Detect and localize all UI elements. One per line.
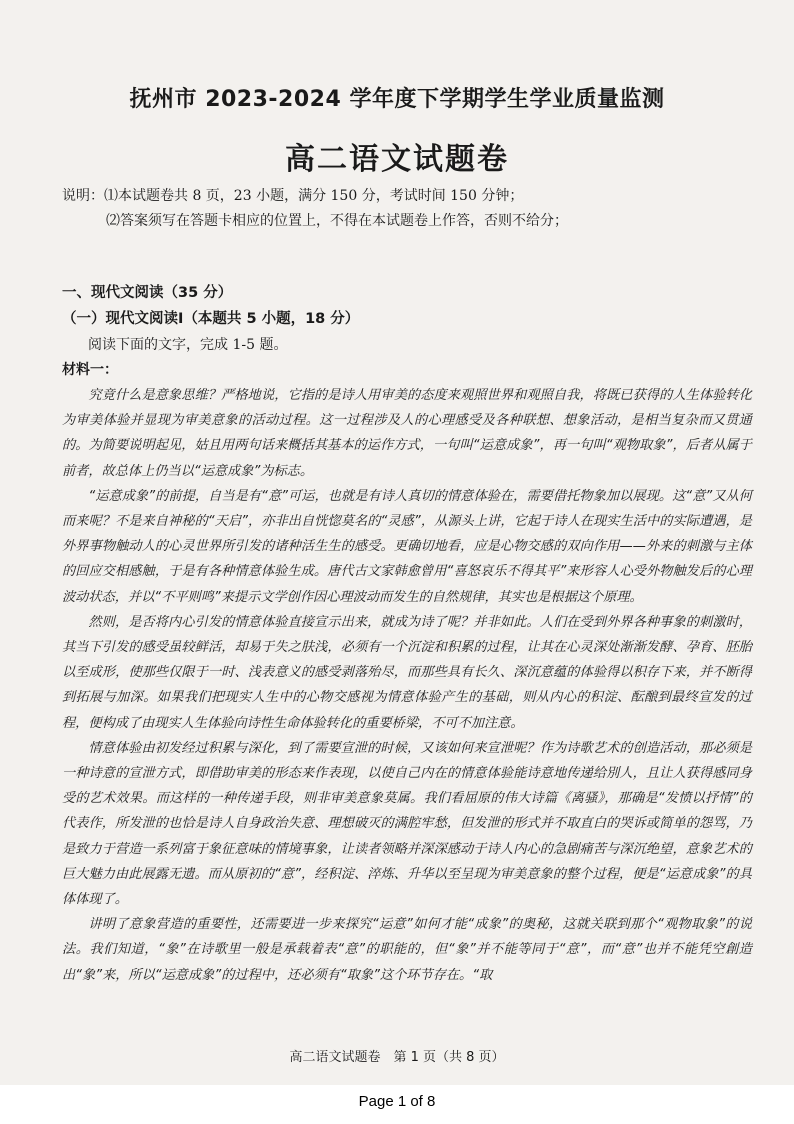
exam-notes — [62, 184, 742, 234]
material-label: 材料一： — [62, 362, 118, 378]
note-line-1: 说明：⑴本试题卷共 8 页，23 小题，满分 150 分，考试时间 150 分钟； — [62, 188, 524, 204]
paper-title: 高二语文试题卷 — [285, 142, 509, 177]
page-indicator: Page 1 of 8 — [358, 1093, 436, 1110]
paragraph-2: “运意成象”的前提，自当是有“意”可运，也就是有诗人真切的情意体验在，需要借托物象加以展现。这“意”又从何而来呢？不是来自神秘的“天启”，亦非出自恍惚莫名的“灵感”，从源头上讲，它起于诗人在现实生活中的实际遭遇，是外界事物触动人的心灵世界所引发的诸种活生生的感受。更确切地看，应是心物交感的双向作用——外来的刺激与主体的回应交相感触，于是有各种情意体验生成。唐代古文家韩愈曾用“喜怒哀乐不得其平”来形容人心受外物触发后的心理波动状态，并以“不平则鸣”来提示文学创作因心理波动而发生的自然规律，其实也是根据这个原理。 — [62, 488, 752, 605]
subsection-heading: （一）现代文阅读Ⅰ（本题共 5 小题，18 分） — [62, 311, 360, 327]
paragraph-4: 情意体验由初发经过积累与深化，到了需要宣泄的时候，又该如何来宣泄呢？作为诗歌艺术的创造活动，那必须是一种诗意的宣泄方式，即借助审美的形态来作表现，以使自己内在的情意体验能诗意地传递给別人，且让人获得感同身受的艺术效果。而这样的一种传递手段，则非审美意象莫属。我们看屈原的伟大诗篇《离骚》，那确是“发愤以抒情”的代表作，所发泄的也恰是诗人自身政治失意、理想破灭的满腔牢愁，但发泄的形式并不取直白的哭诉或简单的怨骂，乃是致力于营造一系列富于象征意味的情境事象，让读者领略并深深感动于诗人内心的急剧痛苦与深沉绝望，意象艺术的巨大魅力由此展露无遗。而从原初的“意”，经积淀、淬炼、升华以至呈现为审美意象的整个过程，便是“运意成象”的具体体现了。 — [62, 740, 752, 908]
paragraph-5: 讲明了意象营造的重要性，还需要进一步来探究“运意”如何才能“成象”的奥秘，这就关联到那个“观物取象”的说法。我们知道，“象”在诗歌里一般是承载着表“意”的职能的，但“象”并不能等同于“意”，而“意”也并不能凭空創造出“象”来，所以“运意成象”的过程中，还必须有“取象”这个环节存在。“取 — [62, 917, 752, 983]
exam-title: 抚州市 2023-2024 学年度下学期学生学业质量监测 — [129, 87, 665, 112]
paragraph-3: 然则，是否将内心引发的情意体验直接宣示出来，就成为诗了呢？并非如此。人们在受到外界各种事象的刺激时，其当下引发的感受虽较鲜活，却易于失之肤浅，必须有一个沉淀和积累的过程，让其在心灵深处渐渐发酵、孕育、胚胎以至成形，使那些仅限于一时、浅表意义的感受剥落殆尽，而那些具有长久、深沉意蕴的体验得以积存下来，并不断得到拓展与加深。如果我们把现实人生中的心物交感视为情意体验产生的基础，则从内心的积淀、酝酿到最终宣发的过程，便构成了由现实人生体验向诗性生命体验转化的重要桥梁，不可不加注意。 — [62, 614, 752, 731]
section-heading: 一、现代文阅读（35 分） — [62, 285, 233, 301]
reading-instruction: 阅读下面的文字，完成 1-5 题。 — [88, 337, 288, 353]
page-footer: 高二语文试题卷 第 1 页（共 8 页） — [289, 1050, 505, 1065]
paragraph-1: 究竟什么是意象思维？严格地说，它指的是诗人用审美的态度来观照世界和观照自我，将既已获得的人生体验转化为审美体验并显现为审美意象的活动过程。这一过程涉及人的心理感受及各种联想、想象活动，是相当复杂而又贯通的。为简要说明起见，姑且用两句话来概括其基本的运作方式，一句叫“运意成象”，再一句叫“观物取象”，后者从属于前者，故总体上仍当以“运意成象”为标志。 — [62, 388, 752, 479]
exam-content — [62, 280, 752, 988]
note-line-2: ⑵答案须写在答题卡相应的位置上，不得在本试题卷上作答，否则不给分； — [106, 213, 568, 229]
